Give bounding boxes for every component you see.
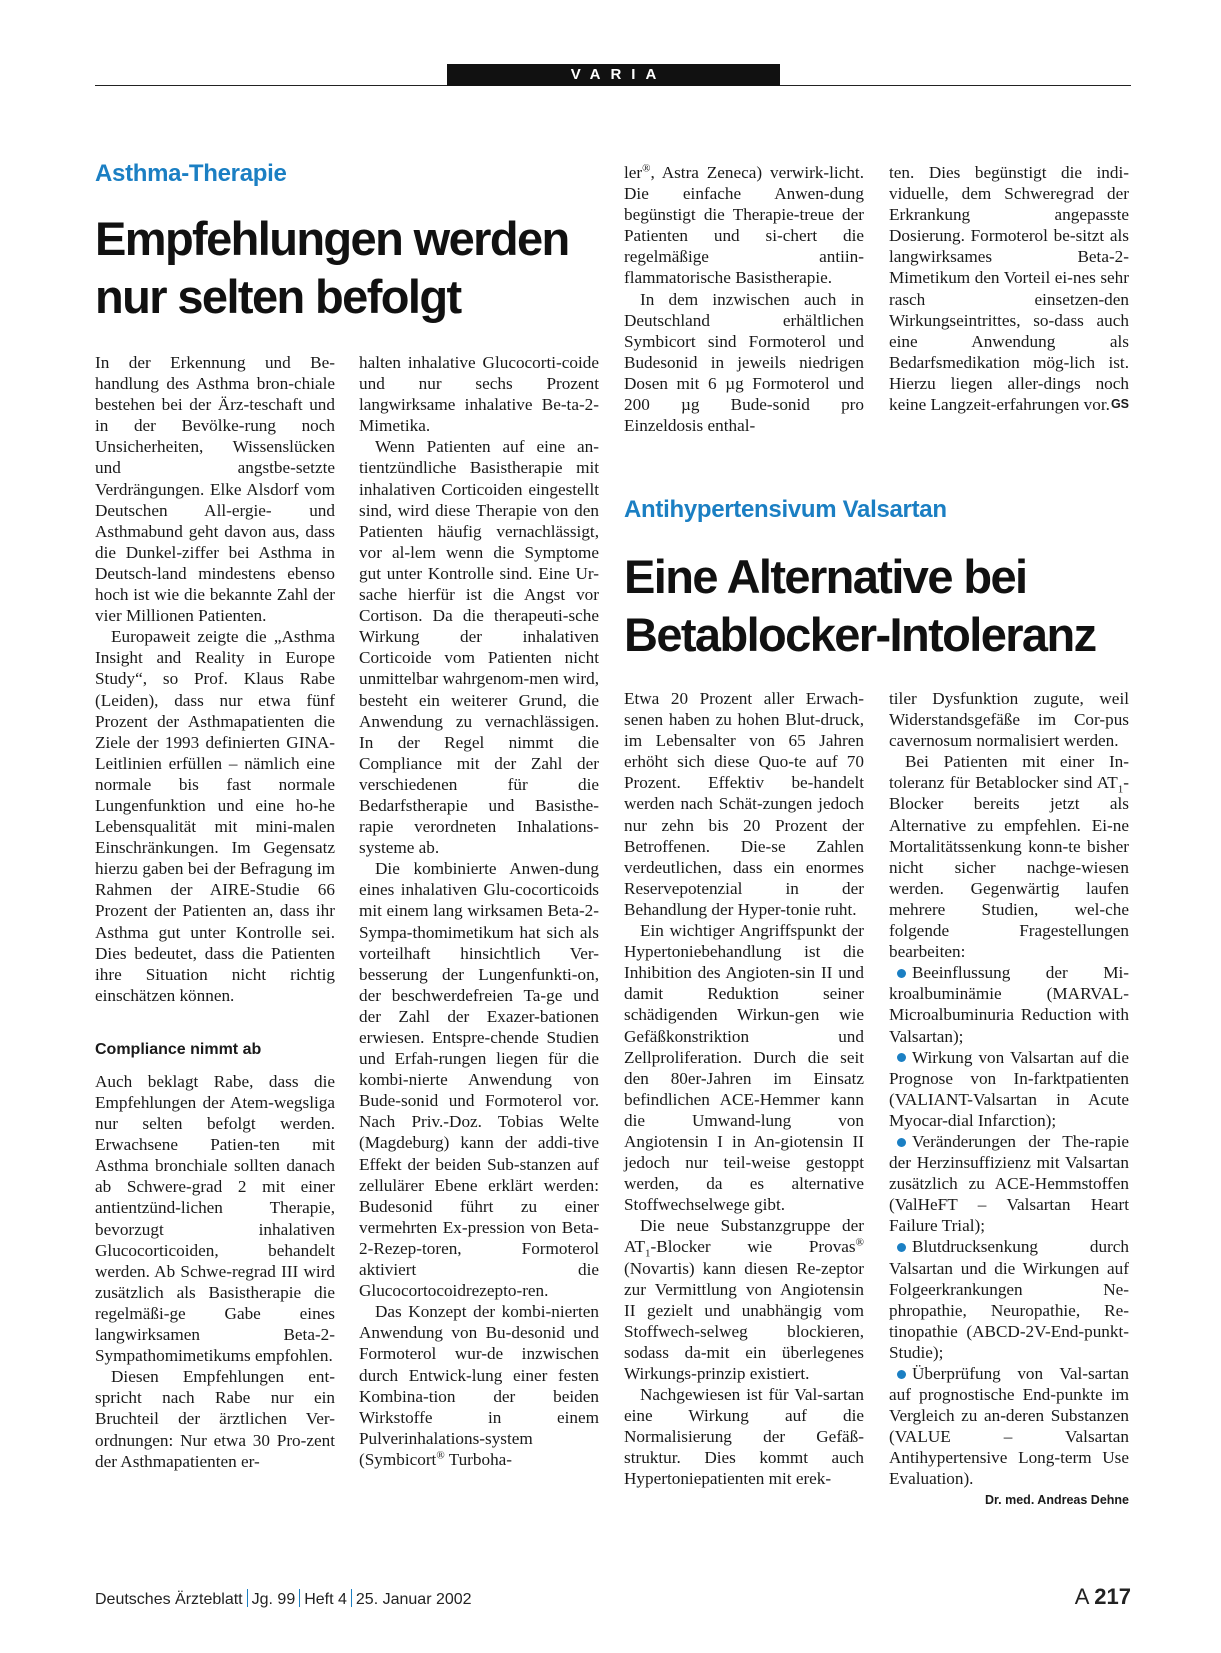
- text-run: Das Konzept der kombi-nierten Anwendung von Bu-desonid und Formoterol wur-de inzwischen durch Entwick-lung einer festen Kombina-tion der beiden Wirkstoffe in einem Pulverinhalations-system (Symbicort: [359, 1302, 599, 1469]
- paragraph: tiler Dysfunktion zugute, weil Widerstandsgefäße im Cor-pus cavernosum normalisiert werden.: [889, 689, 1129, 751]
- journal-issue: Heft 4: [304, 1591, 347, 1608]
- article1-headline-line2: nur selten befolgt: [95, 270, 461, 323]
- article2-column-1: [624, 688, 864, 1490]
- journal-volume: Jg. 99: [251, 1591, 296, 1608]
- bullet-item: [889, 1236, 1129, 1363]
- bullet-item: [889, 1131, 1129, 1236]
- author-signature: Dr. med. Andreas Dehne: [984, 1492, 1129, 1507]
- article2-headline: [624, 548, 1095, 664]
- subheading: Compliance nimmt ab: [95, 1040, 262, 1058]
- bullet-icon: [897, 1370, 906, 1379]
- article1-headline-line1: Empfehlungen werden: [95, 212, 569, 265]
- article2-headline-line2: Betablocker-Intoleranz: [624, 608, 1096, 661]
- text-run: Die neue Substanzgruppe der AT: [624, 1216, 864, 1257]
- text-run: -Blocker bereits jetzt als Alternative zu empfehlen. Ei-ne Mortalitätssenkung konn-te bisher nicht sicher nachge-wiesen werden. Gegenwärtig laufen mehrere Studien, wel-che folgende Fragestellungen bearbeiten:: [889, 773, 1129, 962]
- subscript: 1: [1117, 783, 1124, 796]
- bullet-item: [889, 1047, 1129, 1131]
- journal-name: Deutsches Ärzteblatt: [95, 1591, 243, 1608]
- page-number: [1075, 1584, 1131, 1610]
- bullet-icon: [897, 969, 906, 978]
- paragraph: Etwa 20 Prozent aller Erwach-senen haben zu hohen Blut-druck, im Lebensalter von 65 Jahren erhöht sich diese Quo-te auf 70 Prozent. Effektiv be-handelt werden nach Schät-zungen jedoch nur zehn bis 20 Prozent der Betroffenen. Die-se Zahlen verdeutlichen, dass ein enormes Reservepotenzial in der Behandlung der Hyper-tonie ruht.: [624, 689, 864, 919]
- article1-column-4: [889, 162, 1129, 415]
- bullet-text: Überprüfung von Val-sartan auf prognostische End-punkte im Vergleich zu an-deren Substanzen (VALUE – Valsartan Antihypertensive Long-term Use Evaluation).: [889, 1364, 1129, 1489]
- paragraph: Diesen Empfehlungen ent-spricht nach Rabe nur ein Bruchteil der ärztlichen Ver-ordnungen: Nur etwa 30 Pro-zent der Asthmapatienten er-: [95, 1367, 335, 1471]
- paragraph: Auch beklagt Rabe, dass die Empfehlungen der Atem-wegsliga nur selten befolgt werden. Erwachsene Patien-ten mit Asthma bronchiale sollten danach ab Schwere-grad 2 mit einer antientzünd-lichen Therapie, bevorzugt inhalativen Glucocorticoiden, behandelt werden. Ab Schwe-regrad III wird zusätzlich als Basistherapie die regelmäßi-ge Gabe eines langwirksamen Beta-2-Sympathomimetikums empfohlen.: [95, 1071, 335, 1366]
- footer-separator: [351, 1589, 352, 1607]
- subscript: 1: [645, 1247, 651, 1260]
- text-run: Bei Patienten mit einer In-toleranz für Betablocker sind AT: [889, 752, 1129, 793]
- text-run: -Blocker wie Provas: [650, 1237, 856, 1257]
- paragraph: In der Erkennung und Be-handlung des Asthma bron-chiale bestehen bei der Ärz-teschaft und in der Bevölke-rung noch Unsicherheiten, Wissenslücken und angstbe-setzte Verdrängungen. Elke Alsdorf vom Deutschen All-ergie- und Asthmabund geht davon aus, dass die Dunkel-ziffer bei Asthma in Deutsch-land mindestens ebenso hoch ist wie die bekannte Zahl der vier Millionen Patienten.: [95, 353, 335, 626]
- bullet-text: Beeinflussung der Mi-kroalbuminämie (MARVAL-Microalbuminuria Reduction with Valsartan);: [889, 963, 1129, 1046]
- paragraph: halten inhalative Glucocorti-coide und nur sechs Prozent langwirksame inhalative Be-ta-2-Mimetika.: [359, 353, 599, 436]
- article1-column-1: [95, 352, 335, 1472]
- article1-column-2: [359, 352, 599, 1470]
- registered-mark: ®: [642, 162, 651, 175]
- article2-headline-line1: Eine Alternative bei: [624, 550, 1027, 603]
- author-initials: GS: [1110, 397, 1129, 412]
- text-run: ler: [624, 163, 643, 182]
- text-run: Turboha-: [444, 1449, 513, 1469]
- article1-column-3: [624, 162, 864, 436]
- registered-mark: ®: [855, 1236, 864, 1249]
- bullet-item: [889, 962, 1129, 1046]
- paragraph: [624, 162, 864, 289]
- article1-headline: [95, 210, 569, 326]
- section-label: VARIA: [447, 64, 780, 86]
- article2-column-2: [889, 688, 1129, 1510]
- paragraph: [624, 1215, 864, 1384]
- text-run: ten. Dies begünstigt die indi-viduelle, dem Schweregrad der Erkrankung angepasste Dosierung. Formoterol be-sitzt als langwirksames Beta-2-Mimetikum den Vorteil ei-nes sehr rasch einsetzen-den Wirkungseintrittes, so-dass auch eine Anwendung als Bedarfsmedikation mög-lich ist. Hierzu liegen aller-dings noch keine Langzeit-erfahrungen vor.: [889, 163, 1129, 415]
- footer-separator: [299, 1589, 300, 1607]
- article2-kicker: Antihypertensivum Valsartan: [624, 496, 947, 523]
- page-number-value: 217: [1094, 1584, 1131, 1609]
- paragraph: Die kombinierte Anwen-dung eines inhalativen Glu-cocorticoids mit einem lang wirksamen Beta-2-Sympa-thomimetikum hat sich als vorteilhaft hinsichtlich Ver-besserung der Lungenfunkti-on, der beschwerdefreien Ta-ge und der Zahl der Exazer-bationen erwiesen. Entspre-chende Studien und Erfah-rungen liegen für die kombi-nierte Anwendung von Bude-sonid und Formoterol vor. Nach Priv.-Doz. Tobias Welte (Magdeburg) kann der addi-tive Effekt der beiden Sub-stanzen auf zellulärer Ebene erklärt werden: Budesonid führt zu einer vermehrten Ex-pression von Beta-2-Rezep-toren, Formoterol aktiviert die Glucocortocoidrezepto-ren.: [359, 859, 599, 1301]
- paragraph: Europaweit zeigte die „Asthma Insight and Reality in Europe Study“, so Prof. Klaus Rabe (Leiden), dass nur etwa fünf Prozent der Asthmapatienten die Ziele der 1993 definierten GINA-Leitlinien erfüllen – nämlich eine normale bis fast normale Lungenfunktion und eine ho-he Lebensqualität mit mini-malen Einschränkungen. Im Gegensatz hierzu gaben bei der Befragung im Rahmen der AIRE-Studie 66 Prozent der Patienten an, dass ihr Asthma gut unter Kontrolle sei. Dies bedeutet, dass die Patienten ihre Situation nicht richtig einschätzen können.: [95, 627, 335, 1005]
- paragraph: [359, 1301, 599, 1470]
- bullet-item: [889, 1363, 1129, 1490]
- registered-mark: ®: [436, 1449, 445, 1462]
- bullet-icon: [897, 1138, 906, 1147]
- bullet-text: Veränderungen der The-rapie der Herzinsuffizienz mit Valsartan zusätzlich zu ACE-Hemmstoffen (ValHeFT – Valsartan Heart Failure Trial);: [889, 1131, 1129, 1236]
- article1-kicker: Asthma-Therapie: [95, 160, 287, 187]
- paragraph: [889, 751, 1129, 962]
- text-run: (Novartis) kann diesen Re-zeptor zur Vermittlung von Angiotensin II gezielt und unabhängig vom Stoffwech-selweg blockieren, sodass da-mit ein überlegenes Wirkungs-prinzip existiert.: [624, 1258, 864, 1383]
- paragraph: Ein wichtiger Angriffspunkt der Hypertoniebehandlung ist die Inhibition des Angioten-sin II und damit Reduktion seiner schädigenden Wirkun-gen wie Gefäßkonstriktion und Zellproliferation. Durch die seit den 80er-Jahren im Einsatz befindlichen ACE-Hemmer kann die Umwand-lung von Angiotensin I in An-giotensin II jedoch nur teil-weise gestoppt werden, da es alternative Stoffwechselwege gibt.: [624, 921, 864, 1215]
- journal-date: 25. Januar 2002: [355, 1591, 472, 1608]
- footer-citation: [95, 1589, 472, 1609]
- bullet-text: Blutdrucksenkung durch Valsartan und die Wirkungen auf Folgeerkrankungen Ne-phropathie, Neuropathie, Re-tinopathie (ABCD-2V-End-punkt-Studie);: [889, 1237, 1129, 1362]
- paragraph: In dem inzwischen auch in Deutschland erhältlichen Symbicort sind Formoterol und Budesonid in jeweils niedrigen Dosen mit 6 µg Formoterol und 200 µg Bude-sonid pro Einzeldosis enthal-: [624, 289, 864, 436]
- paragraph: [889, 162, 1129, 415]
- bullet-icon: [897, 1053, 906, 1062]
- paragraph: Wenn Patienten auf eine an-tientzündliche Basistherapie mit inhalativen Corticoiden eingestellt sind, wird diese Therapie von den Patienten häufig vernachlässigt, vor al-lem wenn die Symptome gut unter Kontrolle sind. Eine Ur-sache hierfür ist die Angst vor Cortison. Da die therapeuti-sche Wirkung der inhalativen Corticoide vom Patienten nicht unmittelbar wahrgenom-men wird, besteht ein weiterer Grund, die Anwendung zu vernachlässigen. In der Regel nimmt die Compliance mit der Zahl der verschiedenen für die Bedarfstherapie und Basisthe-rapie verordneten Inhalations-systeme ab.: [359, 437, 599, 858]
- page-footer: [95, 1586, 1131, 1610]
- bullet-text: Wirkung von Valsartan auf die Prognose von In-farktpatienten (VALIANT-Valsartan in Acute Myocar-dial Infarction);: [889, 1047, 1129, 1130]
- bullet-icon: [897, 1243, 906, 1252]
- footer-separator: [247, 1589, 248, 1607]
- text-run: , Astra Zeneca) verwirk-licht. Die einfache Anwen-dung begünstigt die Therapie-treue der Patienten und si-chert die regelmäßige antiin-flammatorische Basistherapie.: [624, 163, 864, 288]
- page-prefix: A: [1074, 1584, 1089, 1609]
- paragraph: Nachgewiesen ist für Val-sartan eine Wirkung auf die Normalisierung der Gefäß-struktur. Dies kommt auch Hypertoniepatienten mit erek-: [624, 1385, 864, 1489]
